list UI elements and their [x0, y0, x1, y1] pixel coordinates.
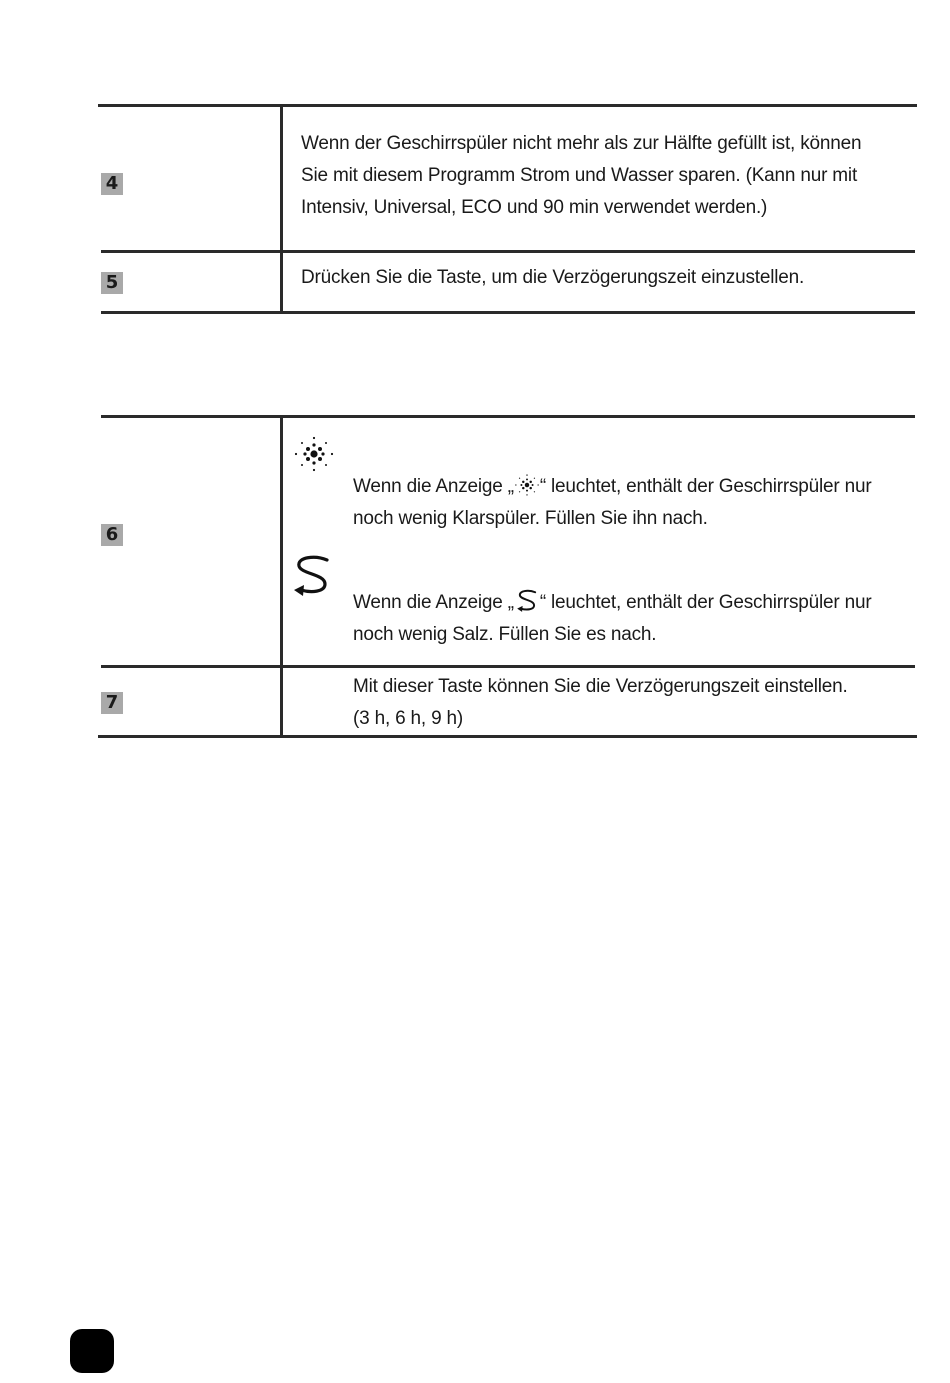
salt-description [353, 587, 871, 651]
rinse-aid-icon [514, 473, 540, 497]
salt-icon [289, 554, 335, 598]
row-5-description [301, 262, 804, 294]
description-line: Drücken Sie die Taste, um die Verzögerungszeit einzustellen. [301, 267, 805, 288]
description-line [353, 587, 871, 619]
quote-suffix: “ leuchtet, enthält der Geschirrspüler nur [539, 592, 872, 613]
table-1-top-rule [98, 104, 917, 107]
rinse-aid-icon [293, 435, 335, 473]
salt-icon [514, 589, 540, 613]
row-4-description [301, 128, 861, 224]
row-7-description [353, 671, 848, 735]
table-1-column-divider [280, 104, 283, 314]
quote-prefix: Wenn die Anzeige „ [353, 592, 514, 613]
description-line: (3 h, 6 h, 9 h) [353, 708, 464, 729]
description-line [353, 471, 871, 503]
row-number-badge: 5 [101, 272, 123, 294]
table-2-top-rule [101, 415, 915, 418]
page-number-marker [70, 1329, 114, 1373]
table-1-row-divider [101, 250, 915, 253]
description-line: Mit dieser Taste können Sie die Verzögerungszeit einstellen. [353, 676, 848, 697]
description-line: Sie mit diesem Programm Strom und Wasser sparen. (Kann nur mit [301, 165, 858, 186]
row-number-badge: 4 [101, 173, 123, 195]
row-number-badge: 7 [101, 692, 123, 714]
table-2-bottom-rule [98, 735, 917, 738]
description-line: Intensiv, Universal, ECO und 90 min verwendet werden.) [301, 197, 768, 218]
rinse-aid-description [353, 471, 871, 535]
description-line: noch wenig Salz. Füllen Sie es nach. [353, 624, 657, 645]
quote-prefix: Wenn die Anzeige „ [353, 476, 514, 497]
description-line: Wenn der Geschirrspüler nicht mehr als zur Hälfte gefüllt ist, können [301, 133, 862, 154]
table-2-column-divider [280, 415, 283, 738]
quote-suffix: “ leuchtet, enthält der Geschirrspüler nur [539, 476, 872, 497]
description-line: noch wenig Klarspüler. Füllen Sie ihn nach. [353, 508, 708, 529]
table-2-row-divider [101, 665, 915, 668]
table-1-bottom-rule [101, 311, 915, 314]
row-number-badge: 6 [101, 524, 123, 546]
